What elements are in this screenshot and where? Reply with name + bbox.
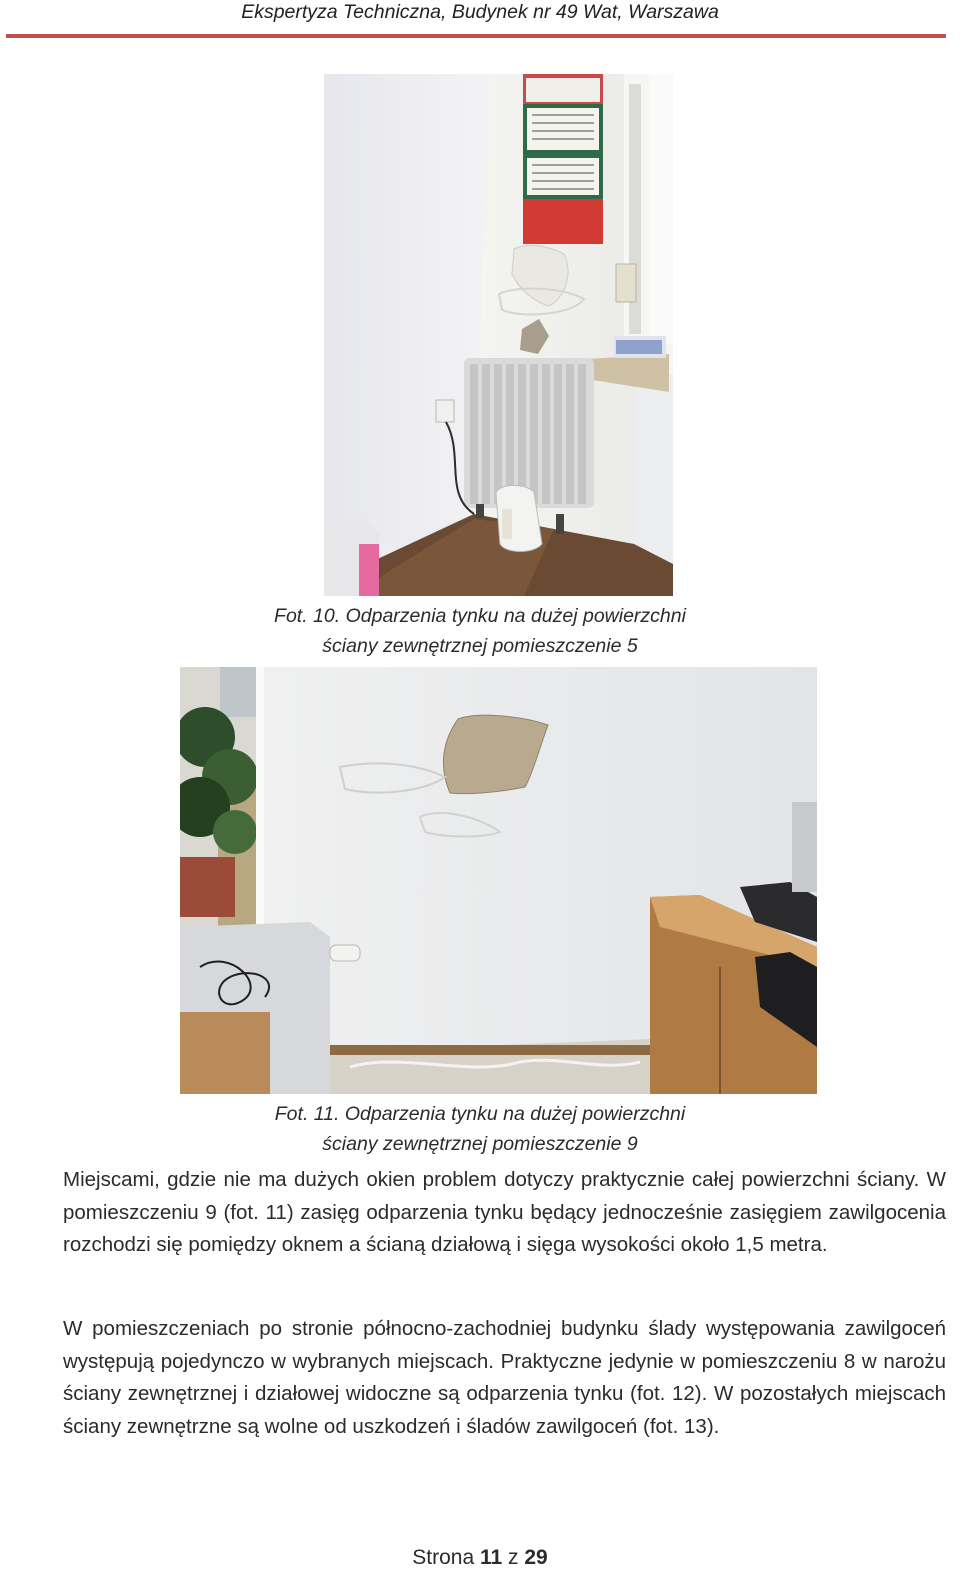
footer-separator: z bbox=[508, 1546, 519, 1569]
body-paragraph: W pomieszczeniach po stronie północno-zachodniej budynku ślady występowania zawilgoceń występują pojedynczo w wybranych miejscach. Praktyczne jedynie w pomieszczeniu 8 w narożu ściany zewnętrznej i działowej widoczne są odparzenia tynku (fot. 12). W pozostałych miejscach ściany zewnętrzne są wolne od uszkodzeń i śladów zawilgoceń (fot. 13). bbox=[63, 1317, 946, 1438]
body-paragraph: Miejscami, gdzie nie ma dużych okien problem dotyczy praktycznie całej powierzchni ściany. W pomieszczeniu 9 (fot. 11) zasięg odparzenia tynku będący jednocześnie zasięgiem zawilgocenia rozchodzi się pomiędzy oknem a ścianą działową i sięga wysokości około 1,5 metra. bbox=[63, 1168, 946, 1256]
photo-caption-11 bbox=[0, 1099, 960, 1159]
photo-radiator-corner bbox=[324, 74, 673, 596]
page-footer bbox=[0, 1543, 960, 1573]
header-title: Ekspertyza Techniczna, Budynek nr 49 Wat, Warszawa bbox=[241, 1, 719, 23]
photo-peeling-wall bbox=[180, 667, 817, 1094]
caption-line: Fot. 11. Odparzenia tynku na dużej powierzchni bbox=[274, 1103, 686, 1125]
caption-line: Fot. 10. Odparzenia tynku na dużej powierzchni bbox=[274, 605, 686, 627]
caption-line: ściany zewnętrznej pomieszczenie 9 bbox=[322, 1133, 638, 1155]
header-rule bbox=[6, 34, 946, 38]
footer-page-number: 11 bbox=[479, 1546, 503, 1569]
photo-caption-10 bbox=[0, 601, 960, 661]
page-header bbox=[0, 0, 960, 40]
footer-prefix: Strona bbox=[412, 1546, 475, 1569]
caption-line: ściany zewnętrznej pomieszczenie 5 bbox=[322, 635, 638, 657]
footer-page-total: 29 bbox=[524, 1546, 548, 1569]
